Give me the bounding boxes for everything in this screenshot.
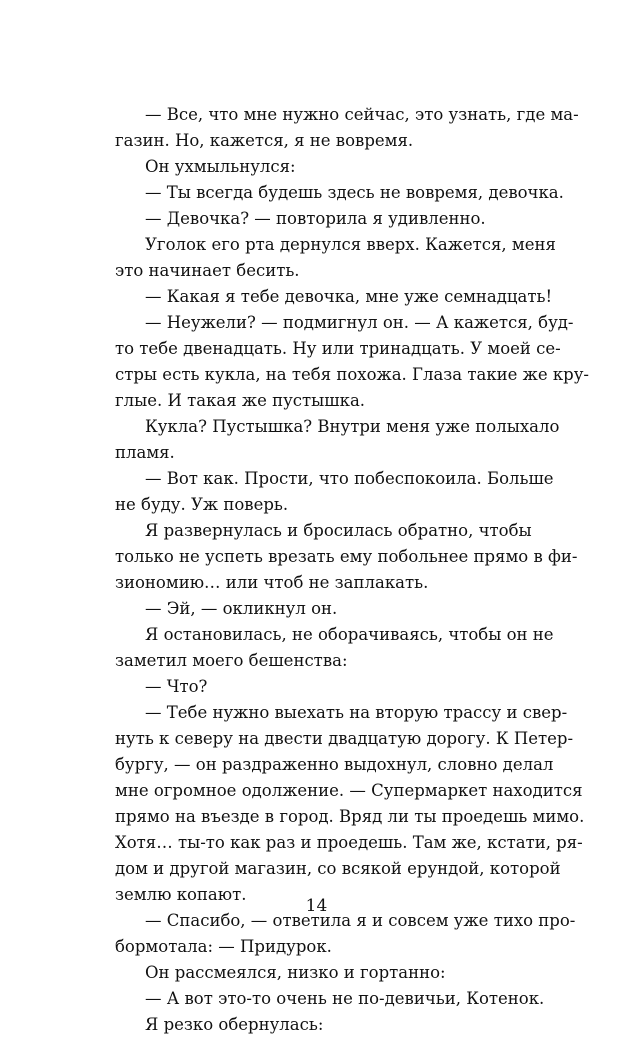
text-line: зиономию… или чтоб не заплакать. (115, 573, 429, 592)
text-line: не буду. Уж поверь. (115, 495, 289, 514)
text-line: это начинает бесить. (115, 261, 300, 280)
text-line: — Эй, — окликнул он. (145, 599, 338, 618)
text-line: Уголок его рта дернулся вверх. Кажется, меня (145, 235, 556, 254)
text-line: — Тебе нужно выехать на вторую трассу и свер- (145, 703, 568, 722)
text-line: — Девочка? — повторила я удивленно. (145, 209, 486, 228)
text-line: глые. И такая же пустышка. (115, 391, 366, 410)
text-line: — Какая я тебе девочка, мне уже семнадцать! (145, 287, 553, 306)
text-line: Он ухмыльнулся: (145, 157, 296, 176)
text-line: бормотала: — Придурок. (115, 937, 332, 956)
text-line: — Что? (145, 677, 208, 696)
text-line: — Вот как. Прости, что побеспокоила. Больше (145, 469, 554, 488)
text-line: Хотя… ты-то как раз и проедешь. Там же, кстати, ря- (115, 833, 583, 852)
text-line: — Ты всегда будешь здесь не вовремя, девочка. (145, 183, 564, 202)
text-line: пламя. (115, 443, 175, 462)
text-line: — А вот это-то очень не по-девичьи, Котенок. (145, 989, 545, 1008)
text-line: Я резко обернулась: (145, 1015, 324, 1034)
text-line: мне огромное одолжение. — Супермаркет находится (115, 781, 583, 800)
text-line: бургу, — он раздраженно выдохнул, словно делал (115, 755, 554, 774)
text-line: — Неужели? — подмигнул он. — А кажется, буд- (145, 313, 574, 332)
text-line: только не успеть врезать ему побольнее прямо в фи- (115, 547, 578, 566)
text-line: стры есть кукла, на тебя похожа. Глаза такие же кру- (115, 365, 590, 384)
text-line: Кукла? Пустышка? Внутри меня уже полыхало (145, 417, 560, 436)
text-line: заметил моего бешенства: (115, 651, 348, 670)
text-line: Я остановилась, не оборачиваясь, чтобы он не (145, 625, 554, 644)
text-line: дом и другой магазин, со всякой ерундой, которой (115, 859, 561, 878)
text-line: газин. Но, кажется, я не вовремя. (115, 131, 414, 150)
text-line: то тебе двенадцать. Ну или тринадцать. У моей се- (115, 339, 561, 358)
text-line: Я развернулась и бросилась обратно, чтобы (145, 521, 532, 540)
text-line: прямо на въезде в город. Вряд ли ты проедешь мимо. (115, 807, 585, 826)
text-line: Он рассмеялся, низко и гортанно: (145, 963, 446, 982)
text-line: нуть к северу на двести двадцатую дорогу. К Петер- (115, 729, 574, 748)
text-line: землю копают. (115, 885, 247, 904)
page-number: 14 (305, 896, 328, 916)
text-line: — Спасибо, — ответила я и совсем уже тихо про- (145, 911, 576, 930)
text-line: — Все, что мне нужно сейчас, это узнать, где ма- (145, 105, 579, 124)
